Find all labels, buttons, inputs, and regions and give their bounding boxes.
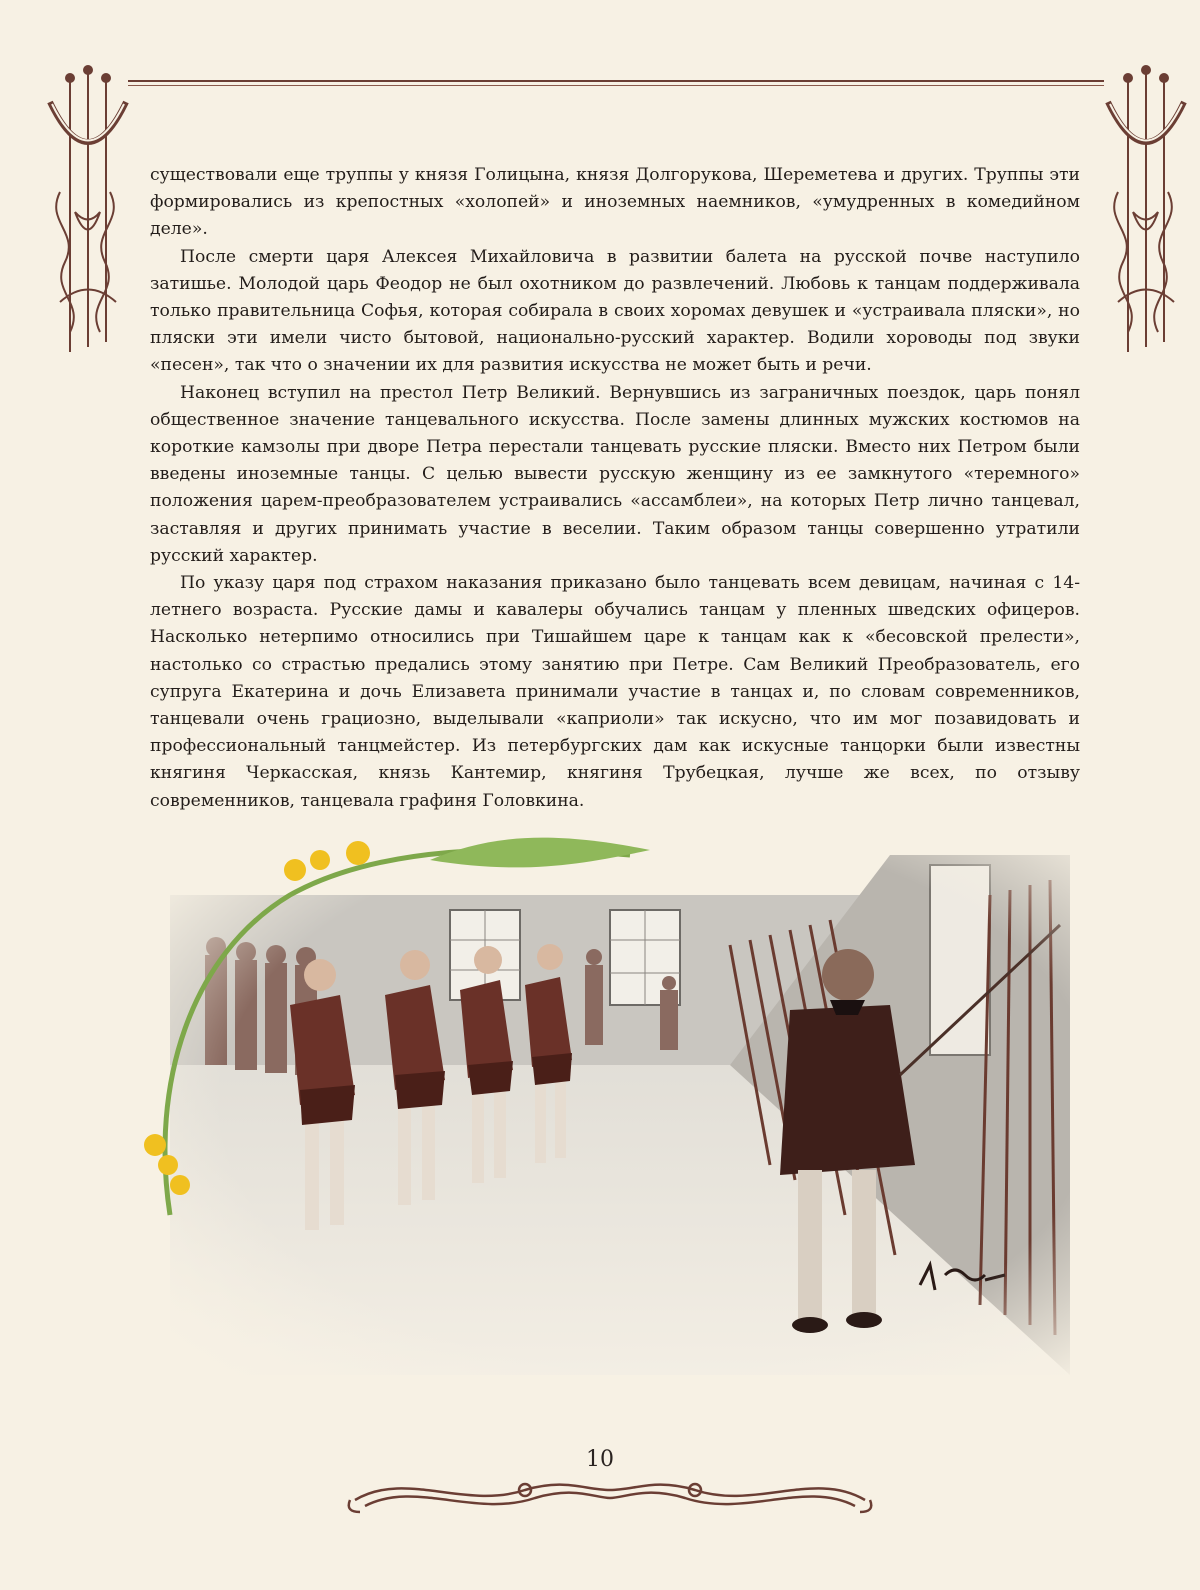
paragraph-4: По указу царя под страхом наказания приказано было танцевать всем девицам, начиная с 14-летнего возраста. Русские дамы и кавалеры обучались танцам у пленных шведских офицеров. Насколько нетерпимо относились при Тишайшем царе к танцам как к «бесовской прелести», настолько со страстью предались этому занятию при Петре. Сам Великий Преобразователь, его супруга Екатерина и дочь Елизавета принимали участие в танцах и, по словам современников, танцевали очень грациозно, выделывали «каприоли» так искусно, что им мог позавидовать и профессиональный танцмейстер. Из петербургских дам как искусные танцорки были известны княгиня Черкасская, князь Кантемир, княгиня Трубецкая, лучше же всех, по отзыву современников, танцевала графиня Головкина. [150, 573, 1080, 811]
body-text [150, 162, 1080, 815]
paragraph-1: существовали еще труппы у князя Голицына, князя Долгорукова, Шереметева и других. Труппы эти формировались из крепостных «холопей» и иноземных наемников, «умудренных в комедийном деле». [150, 165, 1080, 240]
dance-lesson-illustration [130, 835, 1090, 1425]
page-number: 10 [586, 1447, 614, 1472]
paragraph-2: После смерти царя Алексея Михайловича в развитии балета на русской почве наступило затишье. Молодой царь Феодор не был охотником до развлечений. Любовь к танцам поддерживала только правительница Софья, которая собирала в своих хоромах девушек и «устраивала пляски», но пляски эти имели чисто бытовой, национально-русский характер. Водили хороводы под звуки «песен», так что о значении их для развития искусства не может быть и речи. [150, 246, 1080, 376]
bottom-scroll-ornament [345, 1460, 875, 1520]
top-frame-rule-inner [128, 85, 1104, 86]
left-corner-ornament [40, 62, 135, 357]
top-frame-rule [128, 80, 1104, 82]
right-corner-ornament [1100, 62, 1195, 357]
paragraph-3: Наконец вступил на престол Петр Великий. Вернувшись из заграничных поездок, царь понял общественное значение танцевального искусства. После замены длинных мужских костюмов на короткие камзолы при дворе Петра перестали танцевать русские пляски. Вместо них Петром были введены иноземные танцы. С целью вывести русскую женщину из ее замкнутого «теремного» положения царем-преобразователем устраивались «ассамблеи», на которых Петр лично танцевал, заставляя и других принимать участие в веселии. Таким образом танцы совершенно утратили русский характер. [150, 382, 1080, 566]
